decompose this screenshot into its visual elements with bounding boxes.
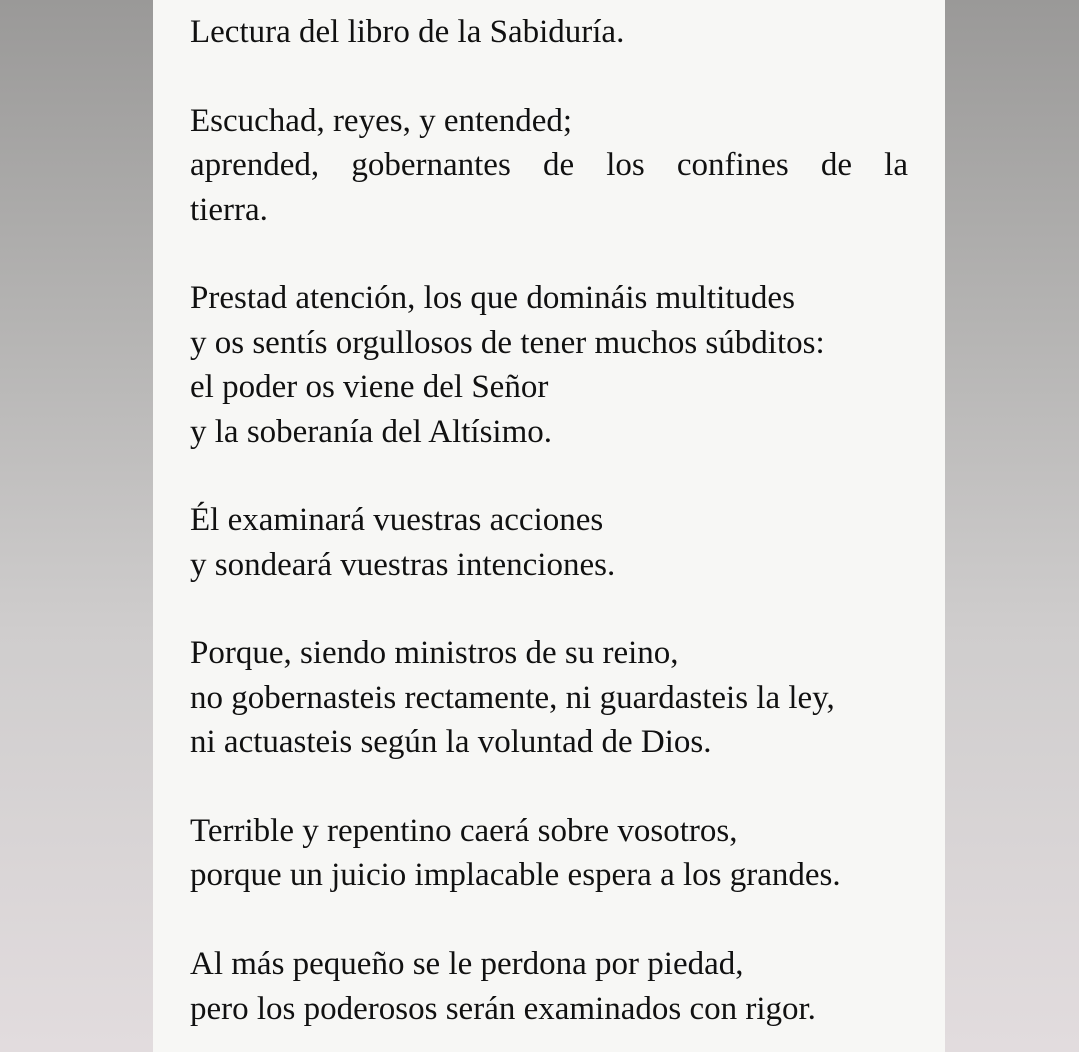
reading-page <box>153 0 945 1052</box>
stanza-4-line-1: Porque, siendo ministros de su reino, <box>190 635 679 672</box>
reading-text <box>190 10 908 1031</box>
stanza-2-line-2: y os sentís orgullosos de tener muchos súbditos: <box>190 324 825 361</box>
stanza-1-line-3: tierra. <box>190 191 268 228</box>
stanza-2-line-3: el poder os viene del Señor <box>190 369 549 406</box>
stanza-2-line-1: Prestad atención, los que domináis multitudes <box>190 280 795 317</box>
stanza-1-line-1: Escuchad, reyes, y entended; <box>190 102 573 139</box>
stanza-gap <box>190 898 908 942</box>
stanza-4-line-3: ni actuasteis según la voluntad de Dios. <box>190 724 712 761</box>
stanza-gap <box>190 587 908 631</box>
stanza-3-line-1: Él examinará vuestras acciones <box>190 502 604 539</box>
stanza-6-line-1: Al más pequeño se le perdona por piedad, <box>190 946 744 983</box>
stanza-gap <box>190 54 908 98</box>
stanza-5-line-1: Terrible y repentino caerá sobre vosotros, <box>190 813 738 850</box>
stanza-5-line-2: porque un juicio implacable espera a los grandes. <box>190 857 841 894</box>
stanza-2-line-4: y la soberanía del Altísimo. <box>190 413 553 450</box>
stanza-gap <box>190 232 908 276</box>
stanza-3-line-2: y sondeará vuestras intenciones. <box>190 546 616 583</box>
stanza-1-line-2: aprended, gobernantes de los confines de la <box>190 147 908 184</box>
stanza-4-line-2: no gobernasteis rectamente, ni guardasteis la ley, <box>190 679 835 716</box>
stanza-6-line-2: pero los poderosos serán examinados con rigor. <box>190 990 816 1027</box>
stanza-gap <box>190 454 908 498</box>
reading-title: Lectura del libro de la Sabiduría. <box>190 14 625 50</box>
stanza-gap <box>190 765 908 809</box>
